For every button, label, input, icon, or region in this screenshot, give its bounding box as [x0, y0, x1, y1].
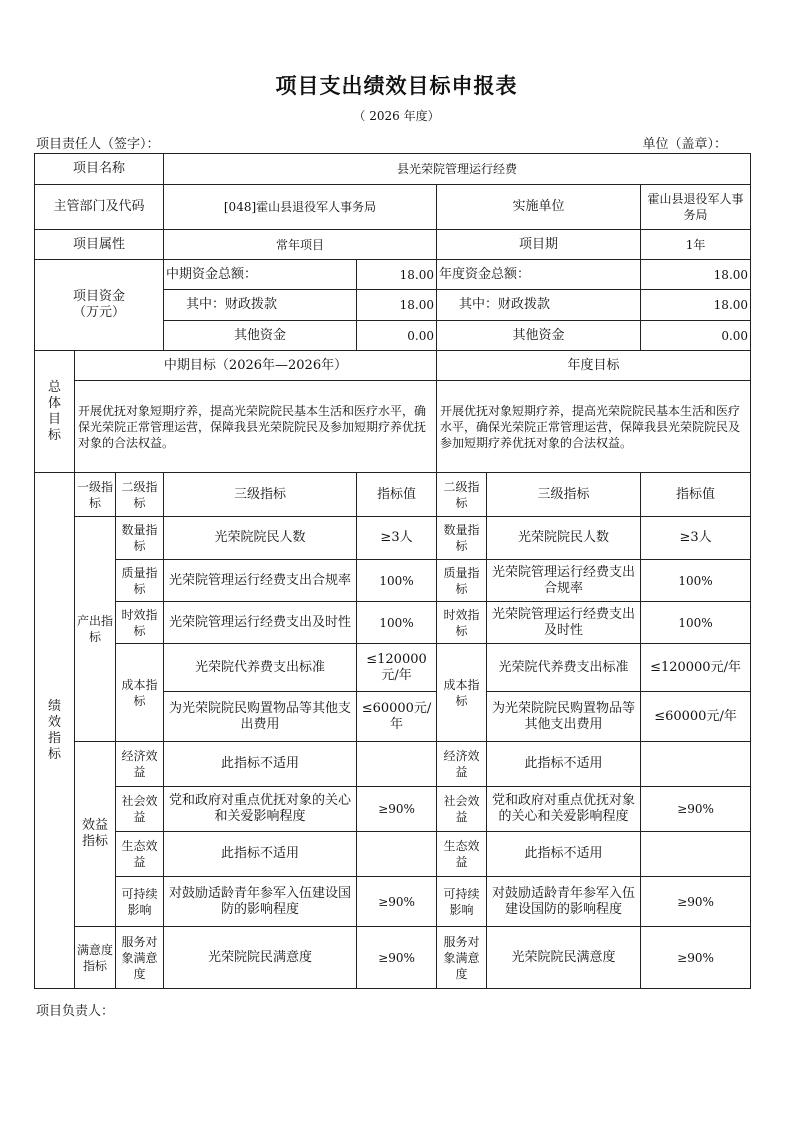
level2-mid: 成本指标: [116, 644, 164, 742]
value-year: ≥90%: [641, 927, 751, 989]
value-year: ≥90%: [641, 877, 751, 927]
level2-mid: 生态效益: [116, 832, 164, 877]
value-mid: ≥90%: [357, 877, 437, 927]
page-title: 项目支出绩效目标申报表: [275, 74, 518, 98]
year-other-label: 其他资金: [437, 321, 641, 351]
level3-mid: 此指标不适用: [164, 832, 357, 877]
dept-value: [048]霍山县退役军人事务局: [164, 185, 437, 230]
goals-section-label: [35, 351, 75, 473]
funds-label: [35, 260, 164, 351]
mid-total-value: 18.00: [357, 260, 437, 290]
header-value-year: 指标值: [641, 473, 751, 517]
level2-mid: 质量指标: [116, 560, 164, 602]
indicator-row: [35, 644, 751, 692]
level3-mid: 光荣院管理运行经费支出合规率: [164, 560, 357, 602]
mid-goal-header: 中期目标（2026年—2026年）: [75, 351, 437, 381]
indicator-row: [35, 742, 751, 787]
row-goals-header: [35, 351, 751, 381]
header-level3-year: 三级指标: [487, 473, 641, 517]
value-year: ≥3人: [641, 517, 751, 560]
mid-fiscal-value: 18.00: [357, 290, 437, 321]
funds-label-line2: （万元）: [73, 305, 126, 320]
level3-mid: 为光荣院院民购置物品等其他支出费用: [164, 692, 357, 742]
impl-unit-value: 霍山县退役军人事务局: [641, 185, 751, 230]
indicator-row: [35, 602, 751, 644]
mid-total-label: 中期资金总额：: [164, 260, 357, 290]
project-leader-label: 项目负责人：: [36, 1004, 115, 1019]
row-funds-total: [35, 260, 751, 290]
level3-mid: 光荣院管理运行经费支出及时性: [164, 602, 357, 644]
value-year: 100%: [641, 602, 751, 644]
indicators-section-label: [35, 473, 75, 989]
value-mid: ≤120000元/年: [357, 644, 437, 692]
level2-year: 生态效益: [437, 832, 487, 877]
level3-mid: 党和政府对重点优抚对象的关心和关爱影响程度: [164, 787, 357, 832]
mid-fiscal-label: 其中：财政拨款: [164, 290, 357, 321]
goals-section-text: 总体目标: [47, 379, 61, 443]
year-goal-header: 年度目标: [437, 351, 751, 381]
header-level3-mid: 三级指标: [164, 473, 357, 517]
level2-year: 质量指标: [437, 560, 487, 602]
level2-mid: 经济效益: [116, 742, 164, 787]
header-level1: 一级指标: [75, 473, 116, 517]
level2-year: 时效指标: [437, 602, 487, 644]
year-total-label: 年度资金总额：: [437, 260, 641, 290]
performance-target-table: [34, 153, 751, 989]
level3-mid: 光荣院院民人数: [164, 517, 357, 560]
row-indicator-header: [35, 473, 751, 517]
level3-year: 此指标不适用: [487, 742, 641, 787]
level2-mid: 时效指标: [116, 602, 164, 644]
value-mid: ≥90%: [357, 787, 437, 832]
indicator-row: [35, 560, 751, 602]
year-goal-text: 开展优抚对象短期疗养，提高光荣院院民基本生活和医疗水平，确保光荣院正常管理运营，保障我县光荣院院民及参加短期疗养优抚对象的合法权益。: [437, 381, 751, 473]
level2-year: 可持续影响: [437, 877, 487, 927]
dept-label: 主管部门及代码: [35, 185, 164, 230]
level2-mid: 服务对象满意度: [116, 927, 164, 989]
level3-mid: 此指标不适用: [164, 742, 357, 787]
level3-mid: 对鼓励适龄青年参军入伍建设国防的影响程度: [164, 877, 357, 927]
value-mid: ≥3人: [357, 517, 437, 560]
value-mid: ≤60000元/年: [357, 692, 437, 742]
responsible-person-label: 项目责任人（签字）：: [36, 137, 160, 152]
value-year: 100%: [641, 560, 751, 602]
level3-year: 光荣院院民人数: [487, 517, 641, 560]
period-value: 1年: [641, 230, 751, 260]
project-name-value: 县光荣院管理运行经费: [164, 154, 751, 185]
indicator-row: [35, 877, 751, 927]
level3-mid: 光荣院院民满意度: [164, 927, 357, 989]
group-satisfaction: 满意度指标: [75, 927, 116, 989]
header-level2-year: 二级指标: [437, 473, 487, 517]
level3-year: 党和政府对重点优抚对象的关心和关爱影响程度: [487, 787, 641, 832]
value-mid: ≥90%: [357, 927, 437, 989]
value-year: ≤120000元/年: [641, 644, 751, 692]
level3-year: 光荣院管理运行经费支出及时性: [487, 602, 641, 644]
mid-other-label: 其他资金: [164, 321, 357, 351]
indicators-section-text: 绩效指标: [47, 698, 61, 762]
level3-year: 为光荣院院民购置物品等其他支出费用: [487, 692, 641, 742]
year-fiscal-value: 18.00: [641, 290, 751, 321]
level2-mid: 社会效益: [116, 787, 164, 832]
level2-year: 成本指标: [437, 644, 487, 742]
period-label: 项目期: [437, 230, 641, 260]
year-other-value: 0.00: [641, 321, 751, 351]
level2-mid: 数量指标: [116, 517, 164, 560]
year-fiscal-label: 其中：财政拨款: [437, 290, 641, 321]
value-mid: [357, 742, 437, 787]
project-name-label: 项目名称: [35, 154, 164, 185]
indicator-row: [35, 517, 751, 560]
level3-year: 光荣院院民满意度: [487, 927, 641, 989]
row-goals-text: [35, 381, 751, 473]
attribute-value: 常年项目: [164, 230, 437, 260]
level3-year: 光荣院管理运行经费支出合规率: [487, 560, 641, 602]
unit-seal-label: 单位（盖章）：: [642, 137, 727, 152]
value-year: [641, 742, 751, 787]
value-mid: 100%: [357, 560, 437, 602]
attribute-label: 项目属性: [35, 230, 164, 260]
value-year: [641, 832, 751, 877]
header-level2-mid: 二级指标: [116, 473, 164, 517]
value-mid: 100%: [357, 602, 437, 644]
level2-year: 经济效益: [437, 742, 487, 787]
indicator-row: [35, 832, 751, 877]
indicator-row: [35, 787, 751, 832]
level2-year: 服务对象满意度: [437, 927, 487, 989]
level3-mid: 光荣院代养费支出标准: [164, 644, 357, 692]
value-year: ≥90%: [641, 787, 751, 832]
level3-year: 此指标不适用: [487, 832, 641, 877]
impl-unit-label: 实施单位: [437, 185, 641, 230]
row-project-name: [35, 154, 751, 185]
indicator-row: [35, 927, 751, 989]
funds-label-line1: 项目资金: [73, 289, 126, 304]
mid-other-value: 0.00: [357, 321, 437, 351]
row-attribute: [35, 230, 751, 260]
level2-mid: 可持续影响: [116, 877, 164, 927]
fiscal-year: （ 2026 年度）: [353, 109, 440, 123]
level2-year: 社会效益: [437, 787, 487, 832]
value-year: ≤60000元/年: [641, 692, 751, 742]
group-output: 产出指标: [75, 517, 116, 742]
mid-goal-text: 开展优抚对象短期疗养，提高光荣院院民基本生活和医疗水平，确保光荣院正常管理运营，保障我县光荣院院民及参加短期疗养优抚对象的合法权益。: [75, 381, 437, 473]
value-mid: [357, 832, 437, 877]
header-value-mid: 指标值: [357, 473, 437, 517]
row-department: [35, 185, 751, 230]
year-total-value: 18.00: [641, 260, 751, 290]
level2-year: 数量指标: [437, 517, 487, 560]
level3-year: 光荣院代养费支出标准: [487, 644, 641, 692]
group-benefit: 效益指标: [75, 742, 116, 927]
level3-year: 对鼓励适龄青年参军入伍建设国防的影响程度: [487, 877, 641, 927]
